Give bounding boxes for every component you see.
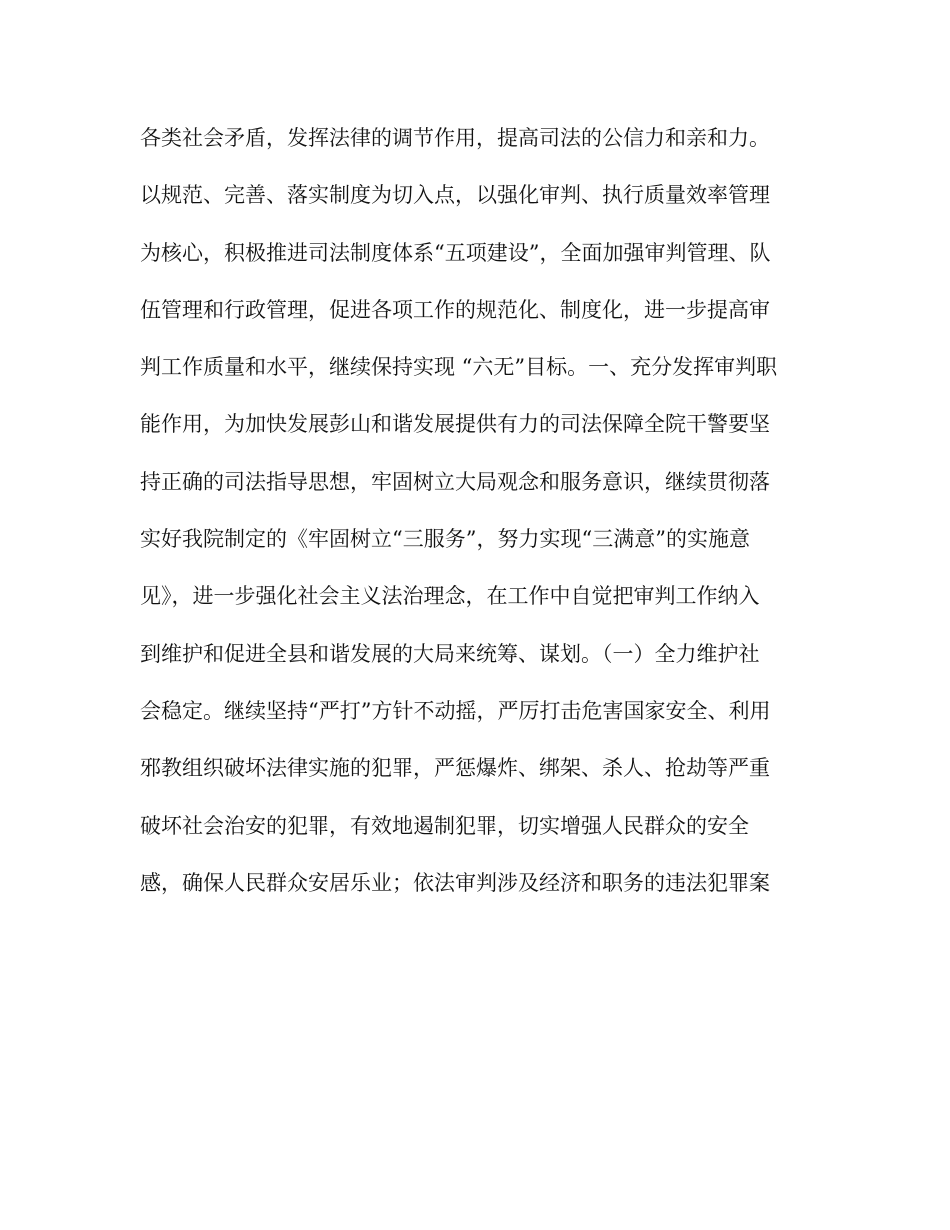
text-line: 邪教组织破坏法律实施的犯罪，严惩爆炸、绑架、杀人、抢劫等严重	[140, 756, 770, 781]
text-line: 能作用，为加快发展彭山和谐发展提供有力的司法保障全院干警要坚	[140, 412, 770, 437]
text-line: 感，确保人民群众安居乐业；依法审判涉及经济和职务的违法犯罪案	[140, 870, 770, 895]
body-text	[140, 120, 820, 922]
text-line: 判工作质量和水平，继续保持实现 “六无”目标。一、充分发挥审判职	[140, 355, 778, 380]
text-line: 持正确的司法指导思想，牢固树立大局观念和服务意识，继续贯彻落	[140, 469, 770, 494]
text-line: 实好我院制定的《牢固树立“三服务”，努力实现“三满意”的实施意	[140, 527, 750, 552]
text-line: 伍管理和行政管理，促进各项工作的规范化、制度化，进一步提高审	[140, 297, 770, 322]
text-line: 会稳定。继续坚持“严打”方针不动摇，严厉打击危害国家安全、利用	[140, 698, 771, 723]
text-line: 各类社会矛盾，发挥法律的调节作用，提高司法的公信力和亲和力。	[140, 126, 770, 150]
text-line: 到维护和促进全县和谐发展的大局来统筹、谋划。（一）全力维护社	[140, 641, 760, 666]
text-line: 以规范、完善、落实制度为切入点，以强化审判、执行质量效率管理	[140, 183, 770, 208]
text-line: 见》，进一步强化社会主义法治理念，在工作中自觉把审判工作纳入	[140, 584, 760, 609]
text-line: 破坏社会治安的犯罪，有效地遏制犯罪，切实增强人民群众的安全	[140, 813, 749, 838]
text-line: 为核心，积极推进司法制度体系“五项建设”，全面加强审判管理、队	[140, 240, 771, 265]
